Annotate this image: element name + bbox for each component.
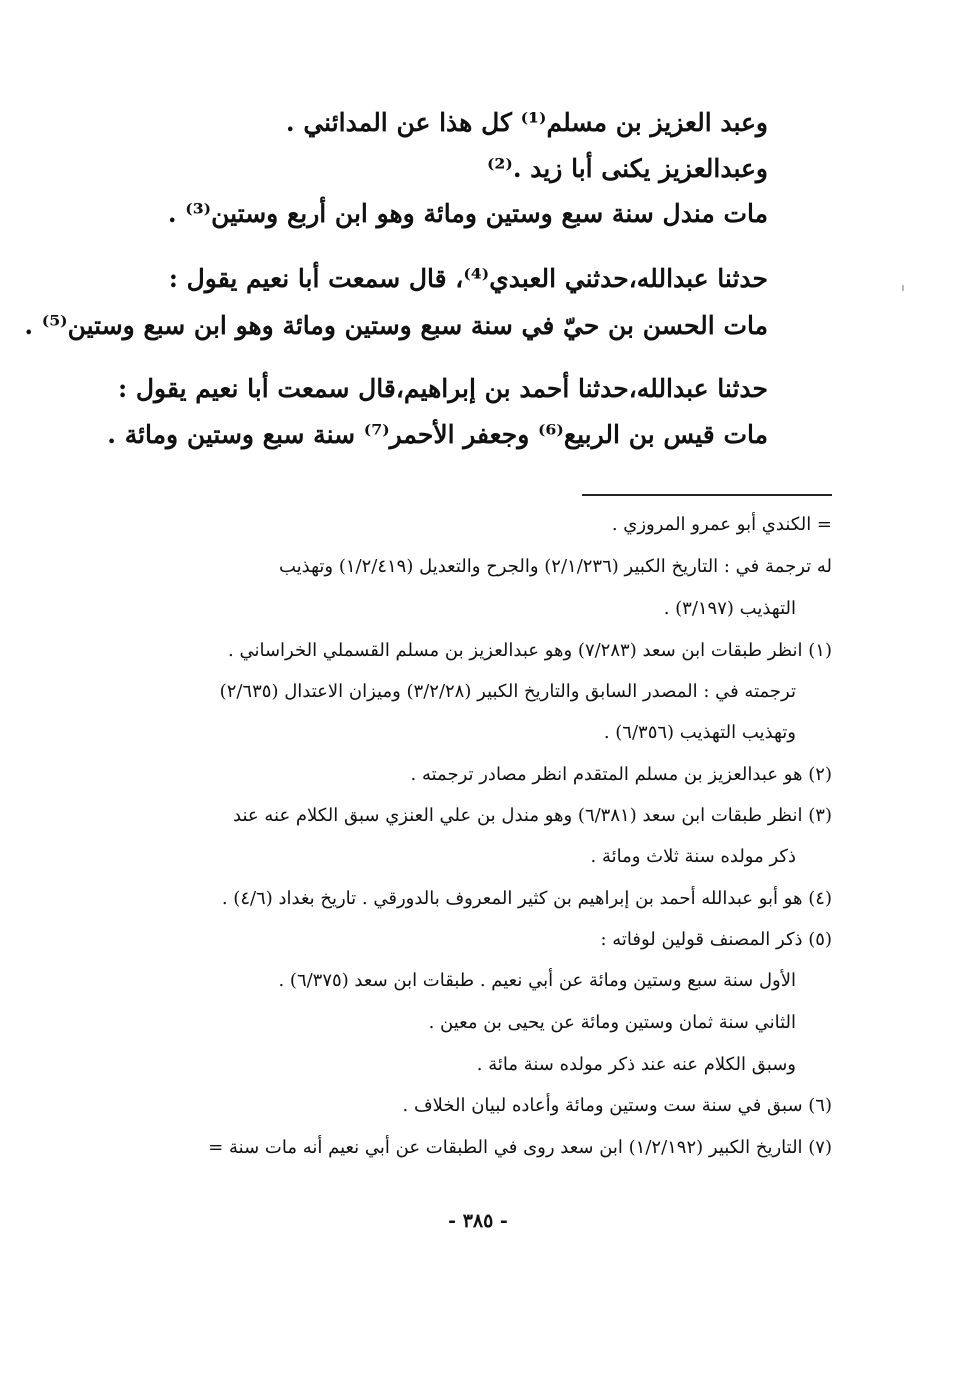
- main-text-line-4: حدثنا عبدالله،حدثني العبدي⁽⁴⁾، قال سمعت أبا نعيم يقول :: [168, 264, 768, 293]
- footnote-line: الأول سنة سبع وستين ومائة عن أبي نعيم . طبقات ابن سعد (٦/٣٧٥) .: [278, 970, 796, 991]
- footnote-2: (٢) هو عبدالعزيز بن مسلم المتقدم انظر مصادر ترجمته .: [410, 764, 832, 785]
- footnote-line: الثاني سنة ثمان وستين ومائة عن يحيى بن معين .: [428, 1012, 796, 1033]
- margin-mark: [902, 285, 904, 291]
- footnote-line: له ترجمة في : التاريخ الكبير (٢/١/٢٣٦) والجرح والتعديل (١/٢/٤١٩) وتهذيب: [278, 556, 832, 577]
- main-text-line-6: حدثنا عبدالله،حدثنا أحمد بن إبراهيم،قال سمعت أبا نعيم يقول :: [117, 374, 768, 403]
- footnote-6: (٦) سبق في سنة ست وستين ومائة وأعاده لبيان الخلاف .: [402, 1095, 832, 1116]
- footnote-line: ترجمته في : المصدر السابق والتاريخ الكبير (٣/٢/٢٨) وميزان الاعتدال (٢/٦٣٥): [219, 681, 796, 702]
- main-text-line-1: وعبد العزيز بن مسلم⁽¹⁾ كل هذا عن المدائني .: [285, 108, 768, 137]
- footnote-line: ذكر مولده سنة ثلاث ومائة .: [590, 846, 796, 867]
- footnote-3: (٣) انظر طبقات ابن سعد (٦/٣٨١) وهو مندل بن علي العنزي سبق الكلام عنه عند: [233, 805, 832, 826]
- main-text-line-5: مات الحسن بن حيّ في سنة سبع وستين ومائة وهو ابن سبع وستين⁽⁵⁾ .: [24, 311, 768, 340]
- footnote-4: (٤) هو أبو عبدالله أحمد بن إبراهيم بن كثير المعروف بالدورقي . تاريخ بغداد (٤/٦) .: [221, 888, 832, 909]
- footnote-line: = الكندي أبو عمرو المروزي .: [611, 514, 832, 535]
- page-number: - ٣٨٥ -: [448, 1210, 508, 1232]
- footnote-7: (٧) التاريخ الكبير (١/٢/١٩٢) ابن سعد روى في الطبقات عن أبي نعيم أنه مات سنة =: [208, 1137, 832, 1158]
- main-text-line-2: وعبدالعزيز يكنى أبا زيد .⁽²⁾: [486, 154, 768, 183]
- footnote-divider: [582, 494, 832, 496]
- footnote-1: (١) انظر طبقات ابن سعد (٧/٢٨٣) وهو عبدالعزيز بن مسلم القسملي الخراساني .: [228, 640, 832, 661]
- footnote-line: وتهذيب التهذيب (٦/٣٥٦) .: [603, 722, 796, 743]
- main-text-line-3: مات مندل سنة سبع وستين ومائة وهو ابن أربع وستين⁽³⁾ .: [167, 199, 768, 228]
- main-text-line-7: مات قيس بن الربيع⁽⁶⁾ وجعفر الأحمر⁽⁷⁾ سنة سبع وستين ومائة .: [107, 420, 768, 449]
- footnote-line: التهذيب (٣/١٩٧) .: [663, 598, 796, 619]
- footnote-5: (٥) ذكر المصنف قولين لوفاته :: [600, 929, 832, 950]
- footnote-line: وسبق الكلام عنه عند ذكر مولده سنة مائة .: [476, 1054, 796, 1075]
